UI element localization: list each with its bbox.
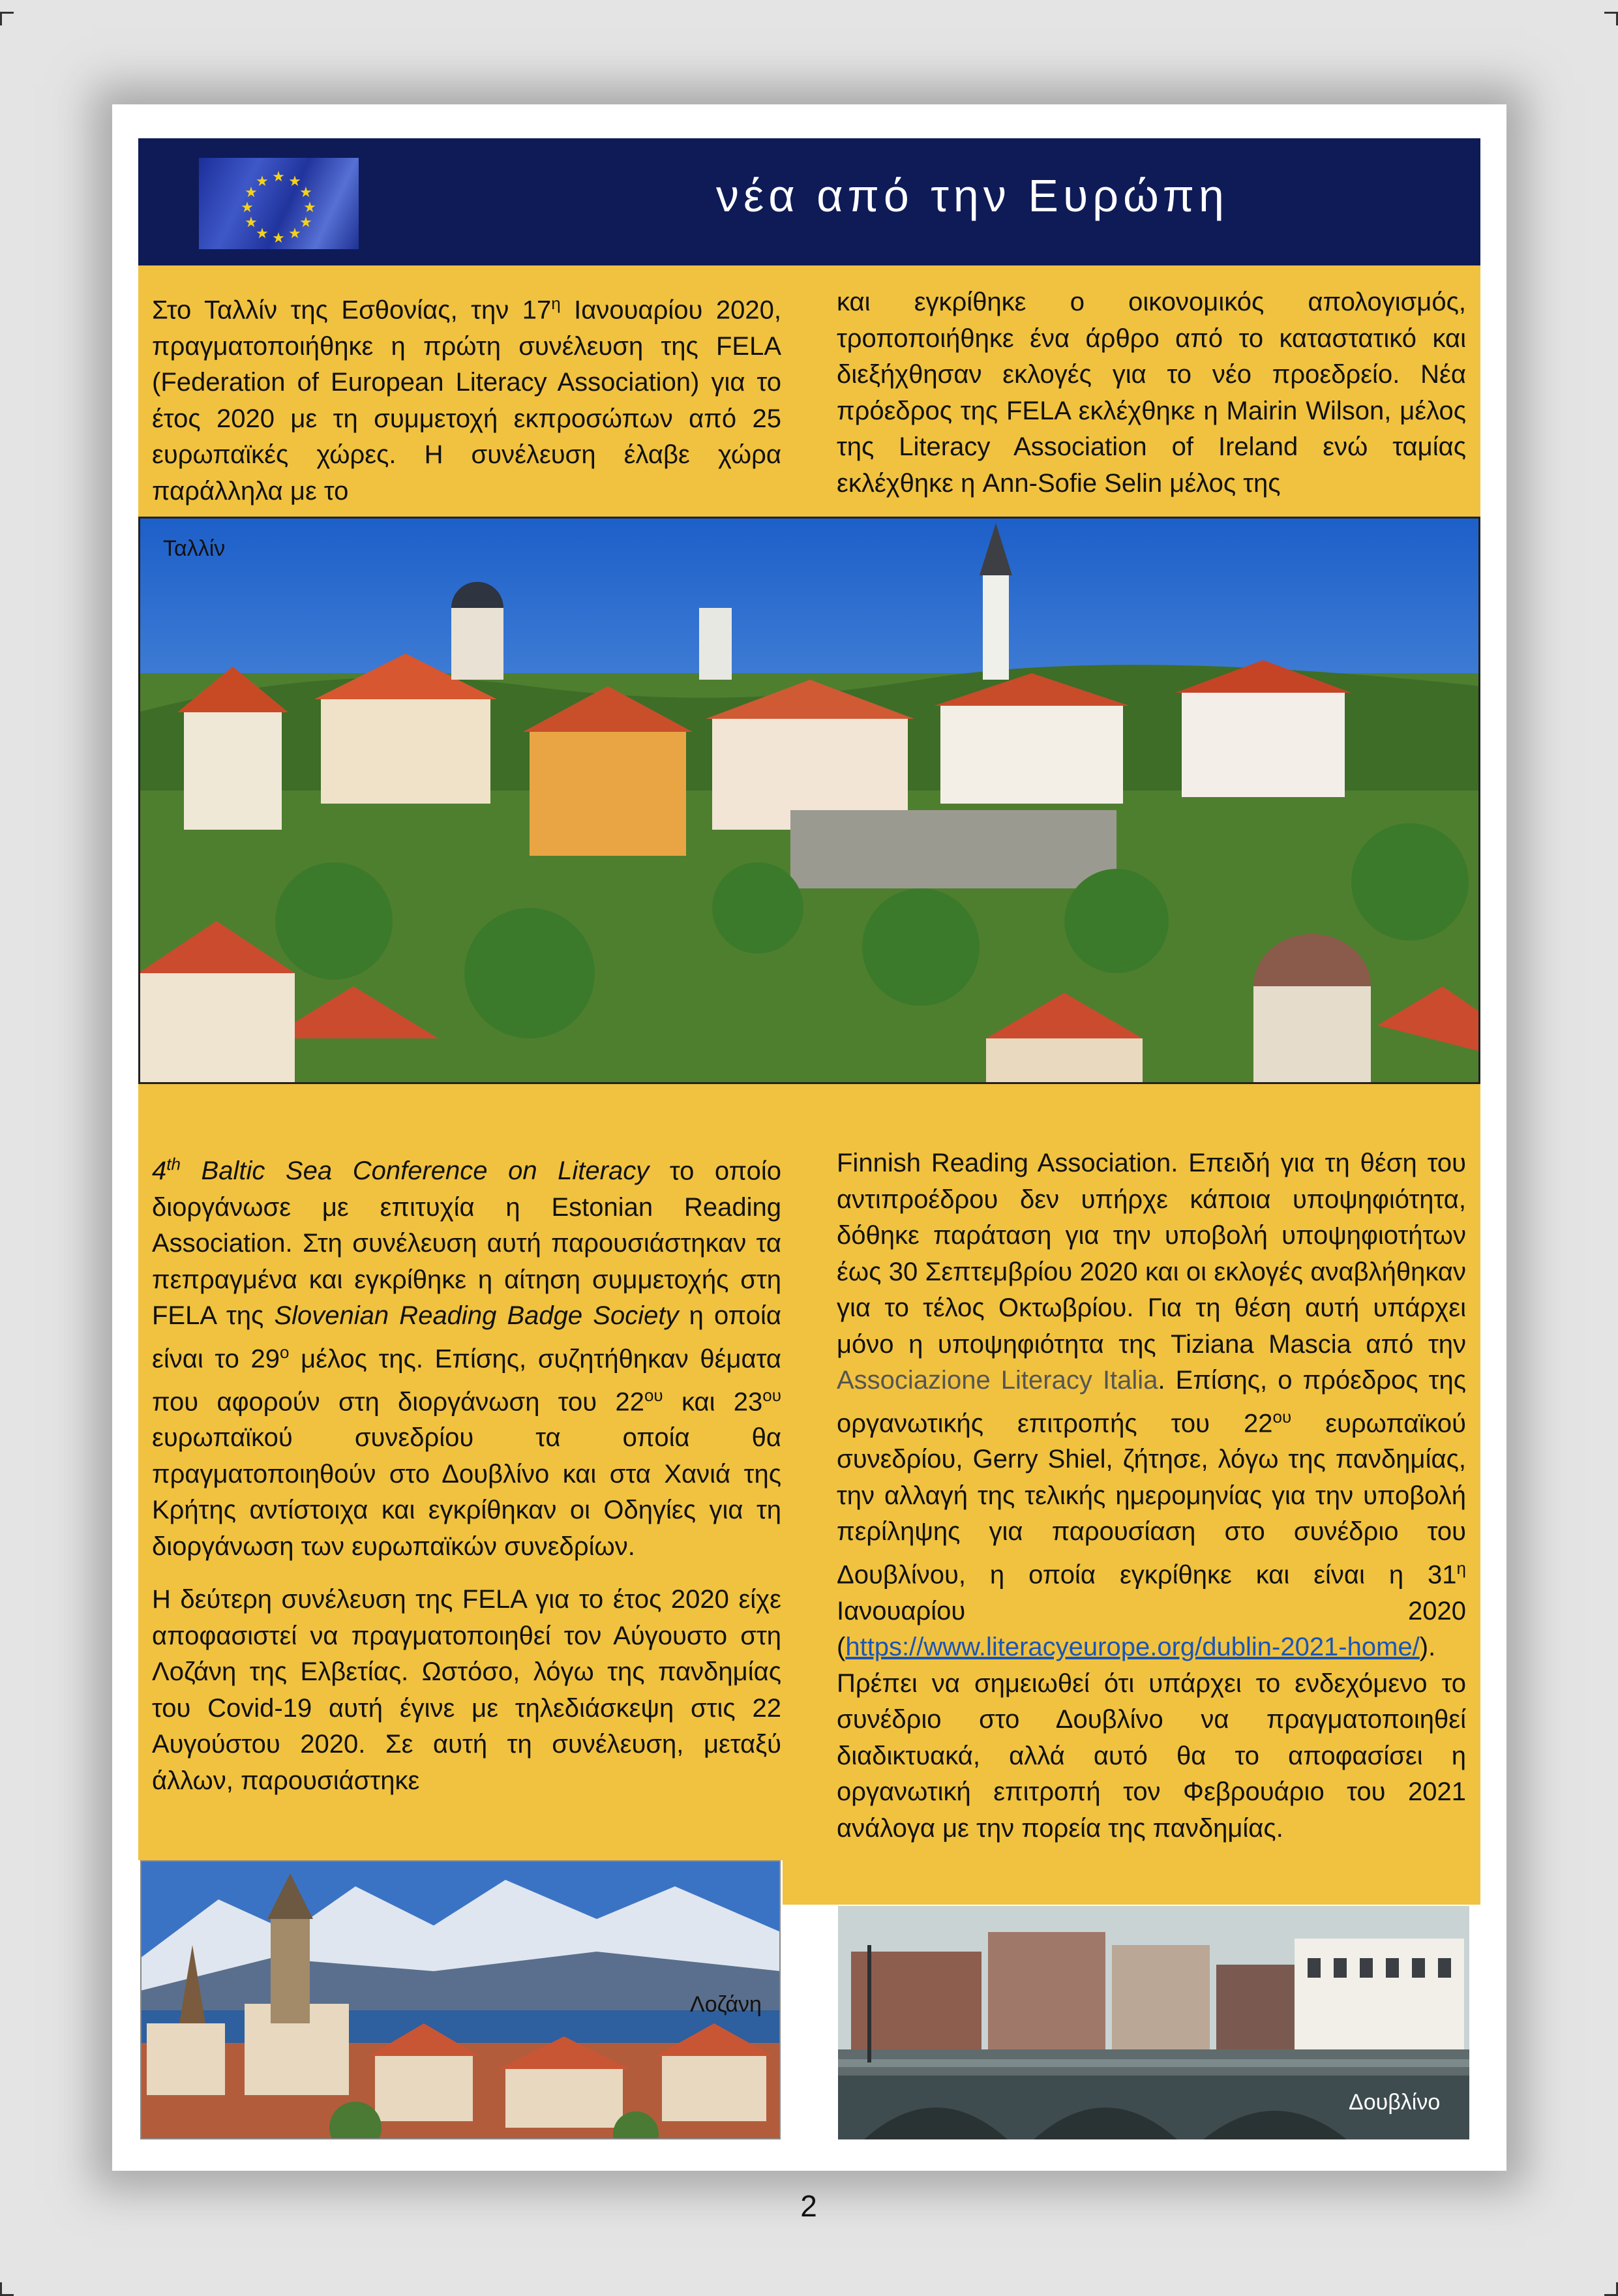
dublin-caption: Δουβλίνο — [1349, 2090, 1441, 2115]
svg-text:★: ★ — [288, 174, 301, 190]
svg-text:★: ★ — [303, 200, 316, 216]
top-left-column — [152, 286, 781, 509]
svg-text:★: ★ — [288, 226, 301, 242]
svg-text:★: ★ — [256, 226, 269, 242]
tallinn-caption: Ταλλίν — [163, 536, 226, 561]
lausanne-caption: Λοζάνη — [690, 1992, 762, 2017]
svg-text:★: ★ — [272, 169, 285, 185]
lower-right-column — [837, 1145, 1466, 1847]
band-gutter — [783, 1084, 823, 1905]
paragraph: Στο Ταλλίν της Εσθονίας, την $17^\eta$ Ιανουαρίου 2020, πραγματοποιήθηκε η πρώτη συνέλευση της FELA (Federation of European Literacy Association) για το έτος 2020 με τη συμμετοχή εκπροσώπων από 25 ευρωπαϊκές χώρες. Η συνέλευση έλαβε χώρα παράλληλα με το — [152, 294, 781, 506]
eu-flag-icon — [199, 158, 359, 249]
conference-link[interactable]: https://www.literacyeurope.org/dublin-2021-home/ — [845, 1633, 1420, 1662]
section-header — [138, 138, 1480, 265]
tallinn-photo — [138, 517, 1480, 1084]
lower-left-column — [152, 1147, 781, 1799]
header-title: νέα από την Ευρώπη — [716, 170, 1229, 221]
svg-text:★: ★ — [272, 230, 285, 247]
paragraph: 4th Baltic Sea Conference on Literacy το οποίο διοργάνωσε με επιτυχία η Estonian Reading Association. Στη συνέλευση αυτή παρουσιάστηκαν τα πεπραγμένα και εγκρίθηκε η αίτηση συμμετοχής στη FELA της Slovenian Reading Badge Society η οποία είναι το $29^o$ μέλος της. Επίσης, συζητήθηκαν θέματα που αφορούν στη διοργάνωση του $22^{o\upsilon}$ και $23^{o\upsilon}$ ευρωπαϊκού συνεδρίου τα οποία θα πραγματοποιηθούν στο Δουβλίνο και στα Χανιά της Κρήτης αντίστοιχα και εγκρίθηκαν οι Οδηγίες για τη διοργάνωση των ευρωπαϊκών συνεδρίων. — [152, 1155, 782, 1561]
svg-text:★: ★ — [299, 215, 312, 231]
crop-mark — [0, 2282, 14, 2296]
crop-mark — [0, 12, 14, 25]
top-right-column — [837, 284, 1466, 502]
lausanne-photo — [140, 1860, 781, 2139]
svg-text:★: ★ — [245, 215, 258, 231]
page-number: 2 — [800, 2189, 817, 2223]
crop-mark — [1604, 12, 1618, 25]
svg-text:★: ★ — [256, 174, 269, 190]
svg-text:★: ★ — [245, 185, 258, 201]
svg-text:★: ★ — [241, 200, 254, 216]
paragraph: και εγκρίθηκε ο οικονομικός απολογισμός, τροποποιήθηκε ένα άρθρο από το καταστατικό και διεξήχθησαν εκλογές για το νέο προεδρείο. Νέα πρόεδρος της FELA εκλέχθηκε η Mairin Wilson, μέλος της Literacy Association of Ireland ενώ ταμίας εκλέχθηκε η Ann-Sofie Selin μέλος της — [837, 288, 1466, 498]
crop-mark — [1604, 2282, 1618, 2296]
svg-text:★: ★ — [299, 185, 312, 201]
paragraph: Η δεύτερη συνέλευση της FELA για το έτος 2020 είχε αποφασιστεί να πραγματοποιηθεί τον Αύγουστο στη Λοζάνη της Ελβετίας. Ωστόσο, λόγω της πανδημίας του Covid-19 αυτή έγινε με τηλεδιάσκεψη στις 22 Αυγούστου 2020. Σε αυτή τη συνέλευση, μεταξύ άλλων, παρουσιάστηκε — [152, 1585, 781, 1795]
paragraph: Finnish Reading Association. Επειδή για τη θέση του αντιπροέδρου δεν υπήρχε κάποια υποψηφιότητα, δόθηκε παράταση για την υποβολή υποψηφιοτήτων έως 30 Σεπτεμβρίου 2020 και οι εκλογές αναβλήθηκαν για το τέλος Οκτωβρίου. Για τη θέση αυτή υπάρχει μόνο η υποψηφιότητα της Tiziana Mascia από την Associazione Literacy Italia. Επίσης, ο πρόεδρος της οργανωτικής επιτροπής του $22^{o\upsilon}$ ευρωπαϊκού συνεδρίου, Gerry Shiel, ζήτησε, λόγω της πανδημίας, την αλλαγή της τελικής ημερομηνίας για την υποβολή περίληψης για παρουσίαση στο συνέδριο του Δουβλίνου, η οποία εγκρίθηκε και είναι η $31^\eta$ Ιανουαρίου 2020 (https://www.literacyeurope.org/dublin-2021-home/). Πρέπει να σημειωθεί ότι υπάρχει το ενδεχόμενο το συνέδριο στο Δουβλίνο να πραγματοποιηθεί διαδικτυακά, αλλά αυτό θα το αποφασίσει η οργανωτική επιτροπή τον Φεβρουάριο του 2021 ανάλογα με την πορεία της πανδημίας. — [837, 1149, 1466, 1843]
